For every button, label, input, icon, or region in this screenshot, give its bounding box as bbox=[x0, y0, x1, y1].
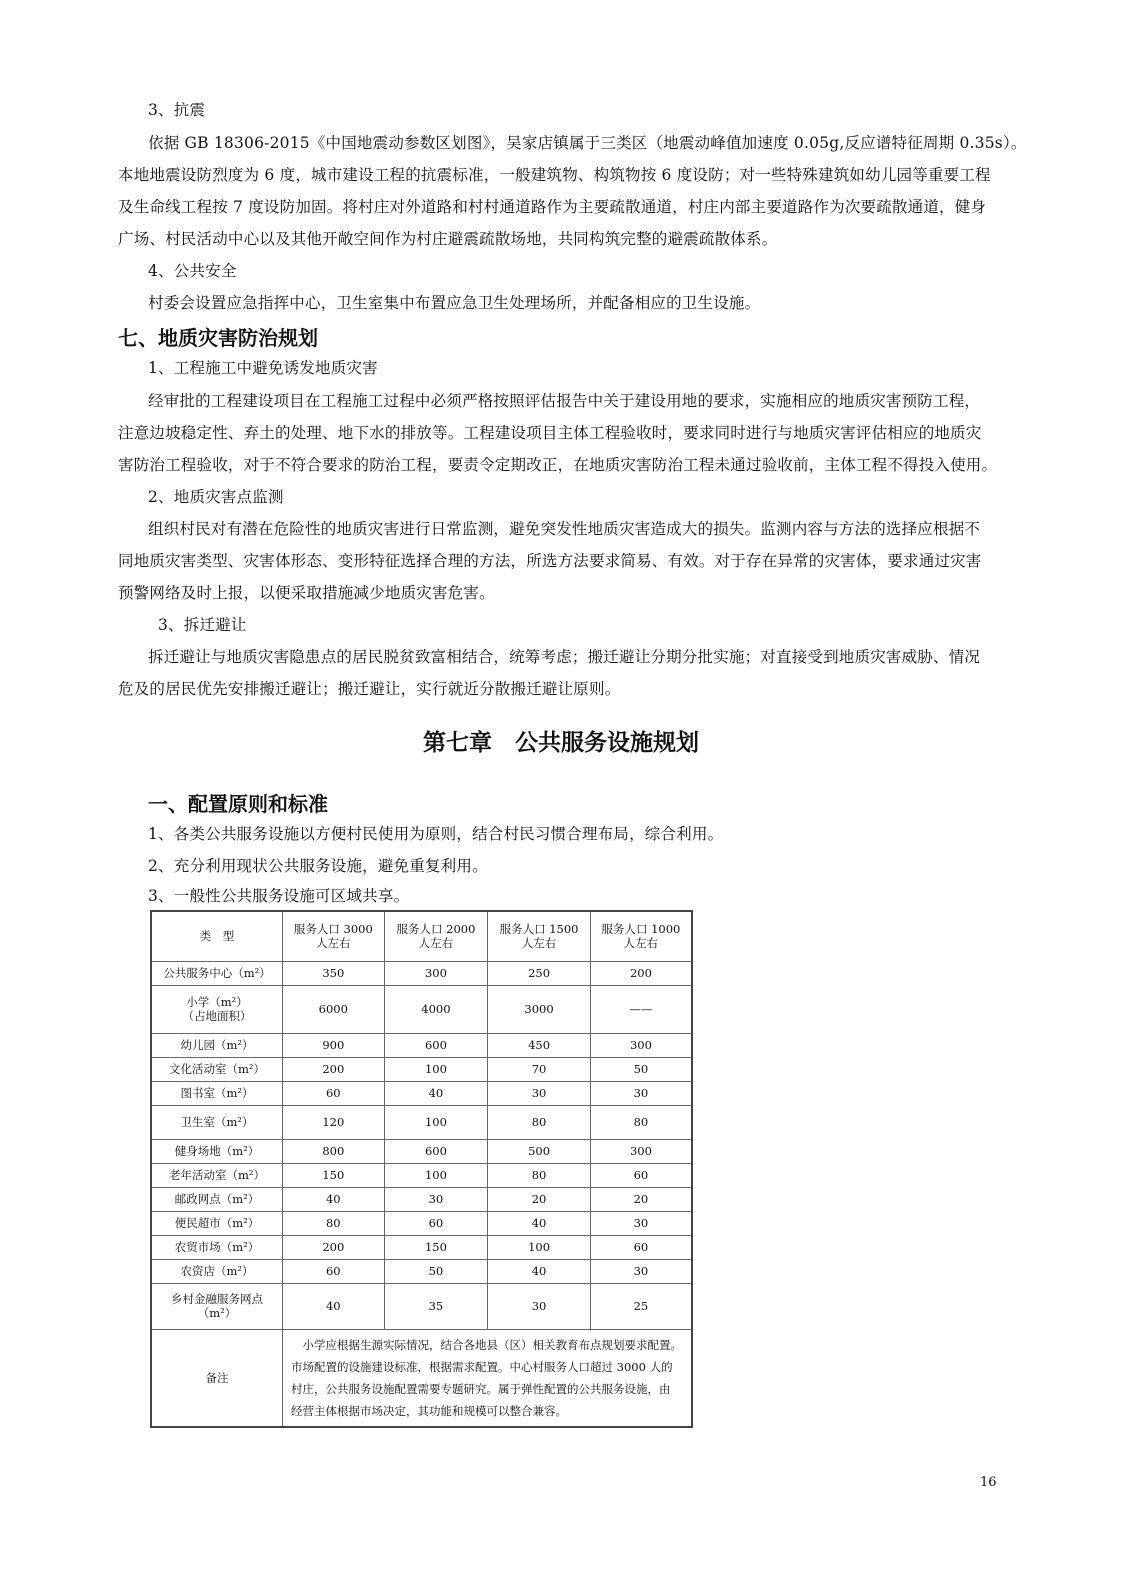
table-cell: 40 bbox=[488, 1211, 591, 1235]
table-cell: 70 bbox=[488, 1057, 591, 1081]
table-row bbox=[151, 1163, 692, 1187]
s7-3-line-2: 危及的居民优先安排搬迁避让；搬迁避让，实行就近分散搬迁避让原则。 bbox=[118, 680, 621, 698]
table-cell: 50 bbox=[590, 1057, 692, 1081]
row-label: 健身场地（m²） bbox=[151, 1139, 283, 1163]
table-header-row bbox=[151, 911, 692, 961]
table-cell: 250 bbox=[488, 961, 591, 985]
table-cell: 60 bbox=[384, 1211, 488, 1235]
table-cell: 200 bbox=[590, 961, 692, 985]
table-cell: 300 bbox=[590, 1139, 692, 1163]
s7-3-line-1: 拆迁避让与地质灾害隐患点的居民脱贫致富相结合，统筹考虑；搬迁避让分期分批实施；对直接受到地质灾害威胁、情况 bbox=[148, 648, 981, 666]
principle-3: 3、一般性公共服务设施可区域共享。 bbox=[148, 887, 410, 905]
table-cell: 50 bbox=[384, 1259, 488, 1283]
table-cell: 3000 bbox=[488, 985, 591, 1033]
table-cell: 150 bbox=[384, 1235, 488, 1259]
row-label: 小学（m²） （占地面积） bbox=[151, 985, 283, 1033]
chapter-heading: 第七章 公共服务设施规划 bbox=[423, 730, 699, 756]
s7-1-line-3: 害防治工程验收，对于不符合要求的防治工程，要责令定期改正，在地质灾害防治工程未通过验收前，主体工程不得投入使用。 bbox=[118, 456, 998, 474]
table-cell: 600 bbox=[384, 1139, 488, 1163]
row-label: 幼儿园（m²） bbox=[151, 1033, 283, 1057]
table-cell: 30 bbox=[488, 1283, 591, 1329]
column-header: 服务人口 3000 人左右 bbox=[283, 911, 385, 961]
sec4-title: 4、公共安全 bbox=[148, 262, 237, 280]
table-cell: 350 bbox=[283, 961, 385, 985]
note-text: 小学应根据生源实际情况，结合各地县（区）相关教育布点规划要求配置。 市场配置的设施建设标准，根据需求配置。中心村服务人口超过 3000 人的村庄，公共服务设施配置需要专题研究。属于弹性配置的公共服务设施，由经营主体根据市场决定，其功能和规模可以整合兼容。 bbox=[283, 1329, 693, 1427]
s7-3-title: 3、拆迁避让 bbox=[158, 616, 247, 634]
table-row bbox=[151, 1187, 692, 1211]
note-label: 备注 bbox=[151, 1329, 283, 1427]
table-cell: 20 bbox=[590, 1187, 692, 1211]
table-row bbox=[151, 1105, 692, 1139]
table-row bbox=[151, 1139, 692, 1163]
table-row bbox=[151, 1057, 692, 1081]
table-cell: 60 bbox=[283, 1081, 385, 1105]
section7-heading: 七、地质灾害防治规划 bbox=[118, 326, 318, 350]
row-label: 公共服务中心（m²） bbox=[151, 961, 283, 985]
table-row bbox=[151, 1081, 692, 1105]
table-cell: 30 bbox=[590, 1081, 692, 1105]
table-cell: 25 bbox=[590, 1283, 692, 1329]
column-header: 服务人口 1500 人左右 bbox=[488, 911, 591, 961]
s7-1-line-1: 经审批的工程建设项目在工程施工过程中必须严格按照评估报告中关于建设用地的要求，实施相应的地质灾害预防工程， bbox=[148, 392, 981, 410]
sec3-line-1: 依据 GB 18306-2015《中国地震动参数区划图》，吴家店镇属于三类区（地震动峰值加速度 0.05g,反应谱特征周期 0.35s）。 bbox=[148, 134, 1027, 152]
row-label: 老年活动室（m²） bbox=[151, 1163, 283, 1187]
column-header: 服务人口 2000 人左右 bbox=[384, 911, 488, 961]
table-cell: 35 bbox=[384, 1283, 488, 1329]
table-cell: 40 bbox=[384, 1081, 488, 1105]
facility-standards-table bbox=[150, 910, 693, 1428]
table-cell: 60 bbox=[590, 1235, 692, 1259]
sec3-line-4: 广场、村民活动中心以及其他开敞空间作为村庄避震疏散场地，共同构筑完整的避震疏散体系。 bbox=[118, 230, 778, 248]
table-row bbox=[151, 1235, 692, 1259]
row-label: 农资店（m²） bbox=[151, 1259, 283, 1283]
table-cell: —— bbox=[590, 985, 692, 1033]
row-label: 乡村金融服务网点 （m²） bbox=[151, 1283, 283, 1329]
table-cell: 6000 bbox=[283, 985, 385, 1033]
table-cell: 900 bbox=[283, 1033, 385, 1057]
table-cell: 60 bbox=[590, 1163, 692, 1187]
table-cell: 20 bbox=[488, 1187, 591, 1211]
page-number: 16 bbox=[980, 1475, 997, 1490]
sec4-line-1: 村委会设置应急指挥中心，卫生室集中布置应急卫生处理场所，并配备相应的卫生设施。 bbox=[148, 294, 761, 312]
table-row bbox=[151, 1259, 692, 1283]
table-cell: 40 bbox=[488, 1259, 591, 1283]
table-cell: 120 bbox=[283, 1105, 385, 1139]
table-cell: 100 bbox=[384, 1163, 488, 1187]
table-cell: 300 bbox=[590, 1033, 692, 1057]
s7-1-line-2: 注意边坡稳定性、弃土的处理、地下水的排放等。工程建设项目主体工程验收时，要求同时进行与地质灾害评估相应的地质灾 bbox=[118, 424, 982, 442]
table-cell: 30 bbox=[590, 1259, 692, 1283]
table-row bbox=[151, 1283, 692, 1329]
table-cell: 300 bbox=[384, 961, 488, 985]
principle-1: 1、各类公共服务设施以方便村民使用为原则，结合村民习惯合理布局，综合利用。 bbox=[148, 825, 724, 843]
row-label: 便民超市（m²） bbox=[151, 1211, 283, 1235]
table-cell: 30 bbox=[488, 1081, 591, 1105]
principle-2: 2、充分利用现状公共服务设施，避免重复利用。 bbox=[148, 857, 488, 875]
s7-2-line-1: 组织村民对有潜在危险性的地质灾害进行日常监测，避免突发性地质灾害造成大的损失。监测内容与方法的选择应根据不 bbox=[148, 520, 981, 538]
table-cell: 80 bbox=[488, 1163, 591, 1187]
row-label: 文化活动室（m²） bbox=[151, 1057, 283, 1081]
table-row bbox=[151, 985, 692, 1033]
table-cell: 600 bbox=[384, 1033, 488, 1057]
table-cell: 150 bbox=[283, 1163, 385, 1187]
table-cell: 30 bbox=[590, 1211, 692, 1235]
row-label: 图书室（m²） bbox=[151, 1081, 283, 1105]
sec3-line-2: 本地地震设防烈度为 6 度，城市建设工程的抗震标准，一般建筑物、构筑物按 6 度设防；对一些特殊建筑如幼儿园等重要工程 bbox=[118, 166, 991, 184]
table-row bbox=[151, 1033, 692, 1057]
table-cell: 60 bbox=[283, 1259, 385, 1283]
table-cell: 80 bbox=[488, 1105, 591, 1139]
table-cell: 80 bbox=[590, 1105, 692, 1139]
table-row bbox=[151, 961, 692, 985]
table-cell: 450 bbox=[488, 1033, 591, 1057]
table-cell: 30 bbox=[384, 1187, 488, 1211]
row-label: 邮政网点（m²） bbox=[151, 1187, 283, 1211]
table-cell: 200 bbox=[283, 1057, 385, 1081]
s7-2-line-3: 预警网络及时上报，以便采取措施减少地质灾害危害。 bbox=[118, 584, 495, 602]
table-cell: 100 bbox=[488, 1235, 591, 1259]
table-row bbox=[151, 1211, 692, 1235]
s7-2-line-2: 同地质灾害类型、灾害体形态、变形特征选择合理的方法，所选方法要求简易、有效。对于存在异常的灾害体，要求通过灾害 bbox=[118, 552, 982, 570]
section1-heading: 一、配置原则和标准 bbox=[148, 792, 328, 816]
s7-2-title: 2、地质灾害点监测 bbox=[148, 488, 284, 506]
table-cell: 500 bbox=[488, 1139, 591, 1163]
table-cell: 80 bbox=[283, 1211, 385, 1235]
s7-1-title: 1、工程施工中避免诱发地质灾害 bbox=[148, 359, 378, 377]
type-header: 类 型 bbox=[151, 911, 283, 961]
table-cell: 800 bbox=[283, 1139, 385, 1163]
column-header: 服务人口 1000 人左右 bbox=[590, 911, 692, 961]
sec3-title: 3、抗震 bbox=[148, 101, 206, 119]
table-cell: 200 bbox=[283, 1235, 385, 1259]
table-cell: 4000 bbox=[384, 985, 488, 1033]
table-cell: 100 bbox=[384, 1057, 488, 1081]
table-cell: 40 bbox=[283, 1283, 385, 1329]
row-label: 农贸市场（m²） bbox=[151, 1235, 283, 1259]
sec3-line-3: 及生命线工程按 7 度设防加固。将村庄对外道路和村村通道路作为主要疏散通道，村庄内部主要道路作为次要疏散通道，健身 bbox=[118, 198, 987, 216]
table-cell: 40 bbox=[283, 1187, 385, 1211]
row-label: 卫生室（m²） bbox=[151, 1105, 283, 1139]
table-cell: 100 bbox=[384, 1105, 488, 1139]
table-note-row bbox=[151, 1329, 692, 1427]
